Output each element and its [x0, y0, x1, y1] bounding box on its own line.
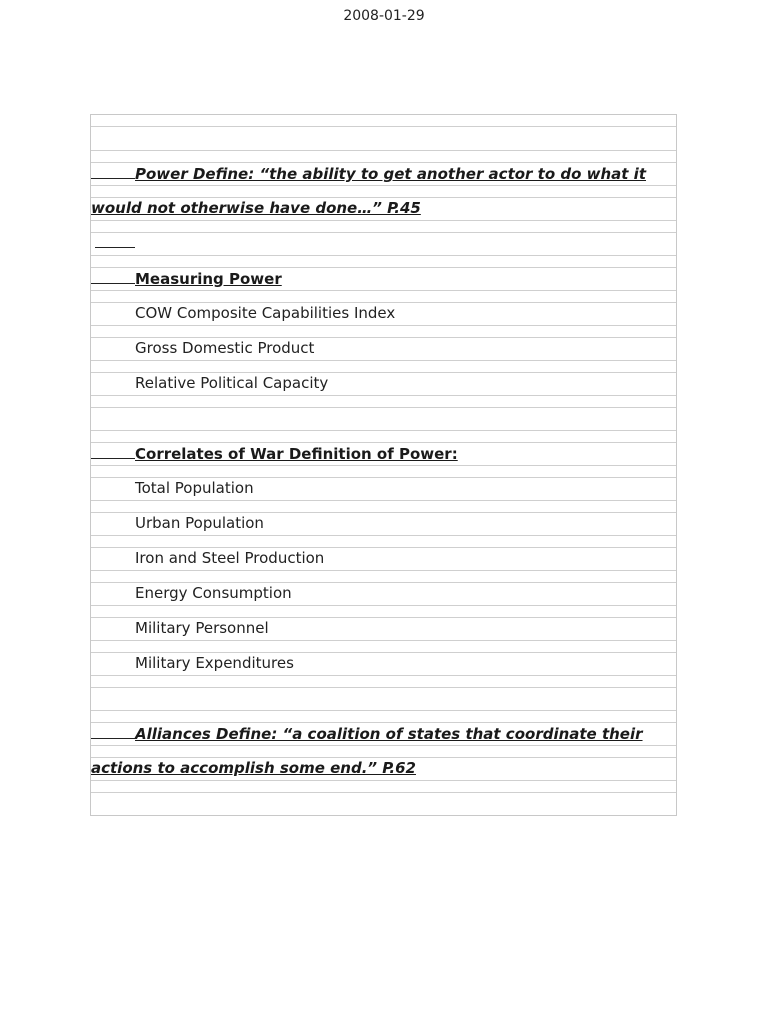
measuring-power-heading: Measuring Power — [135, 270, 282, 288]
cow-item: Urban Population — [135, 514, 264, 532]
header-date: 2008-01-29 — [343, 8, 425, 24]
cow-item: Military Personnel — [135, 619, 269, 637]
alliances-definition-line-1 — [91, 723, 676, 744]
blank-underline-line — [91, 233, 676, 253]
list-item — [91, 548, 676, 568]
list-item — [91, 513, 676, 533]
alliances-definition-line-2 — [91, 758, 676, 778]
cow-item: Iron and Steel Production — [135, 549, 325, 567]
indent-underline — [91, 163, 135, 179]
cow-definition-heading: Correlates of War Definition of Power: — [135, 445, 458, 463]
measuring-power-item: Relative Political Capacity — [135, 374, 329, 392]
measuring-power-item: Gross Domestic Product — [135, 339, 315, 357]
indent-underline — [91, 443, 135, 459]
power-definition-citation: would not otherwise have done…” P.45 — [91, 199, 421, 217]
list-item — [91, 583, 676, 603]
cow-item: Military Expenditures — [135, 654, 294, 672]
list-item — [91, 478, 676, 498]
measuring-power-heading-line — [91, 268, 676, 289]
power-definition-text: Power Define: “the ability to get another actor to do what it — [135, 165, 646, 183]
cow-item: Total Population — [135, 479, 254, 497]
notes-page — [90, 114, 677, 816]
indent-underline — [91, 723, 135, 739]
measuring-power-item: COW Composite Capabilities Index — [135, 304, 396, 322]
list-item — [91, 303, 676, 323]
alliances-definition-citation: actions to accomplish some end.” P.62 — [91, 759, 416, 777]
cow-definition-heading-line — [91, 443, 676, 464]
list-item — [91, 653, 676, 673]
list-item — [91, 373, 676, 393]
cow-item: Energy Consumption — [135, 584, 292, 602]
underline-stub — [95, 233, 135, 248]
power-definition-line-1 — [91, 163, 676, 184]
indent-underline — [91, 268, 135, 284]
alliances-definition-text: Alliances Define: “a coalition of states that coordinate their — [135, 725, 643, 743]
list-item — [91, 338, 676, 358]
list-item — [91, 618, 676, 638]
power-definition-line-2 — [91, 198, 676, 218]
ruled-lines — [91, 115, 676, 815]
